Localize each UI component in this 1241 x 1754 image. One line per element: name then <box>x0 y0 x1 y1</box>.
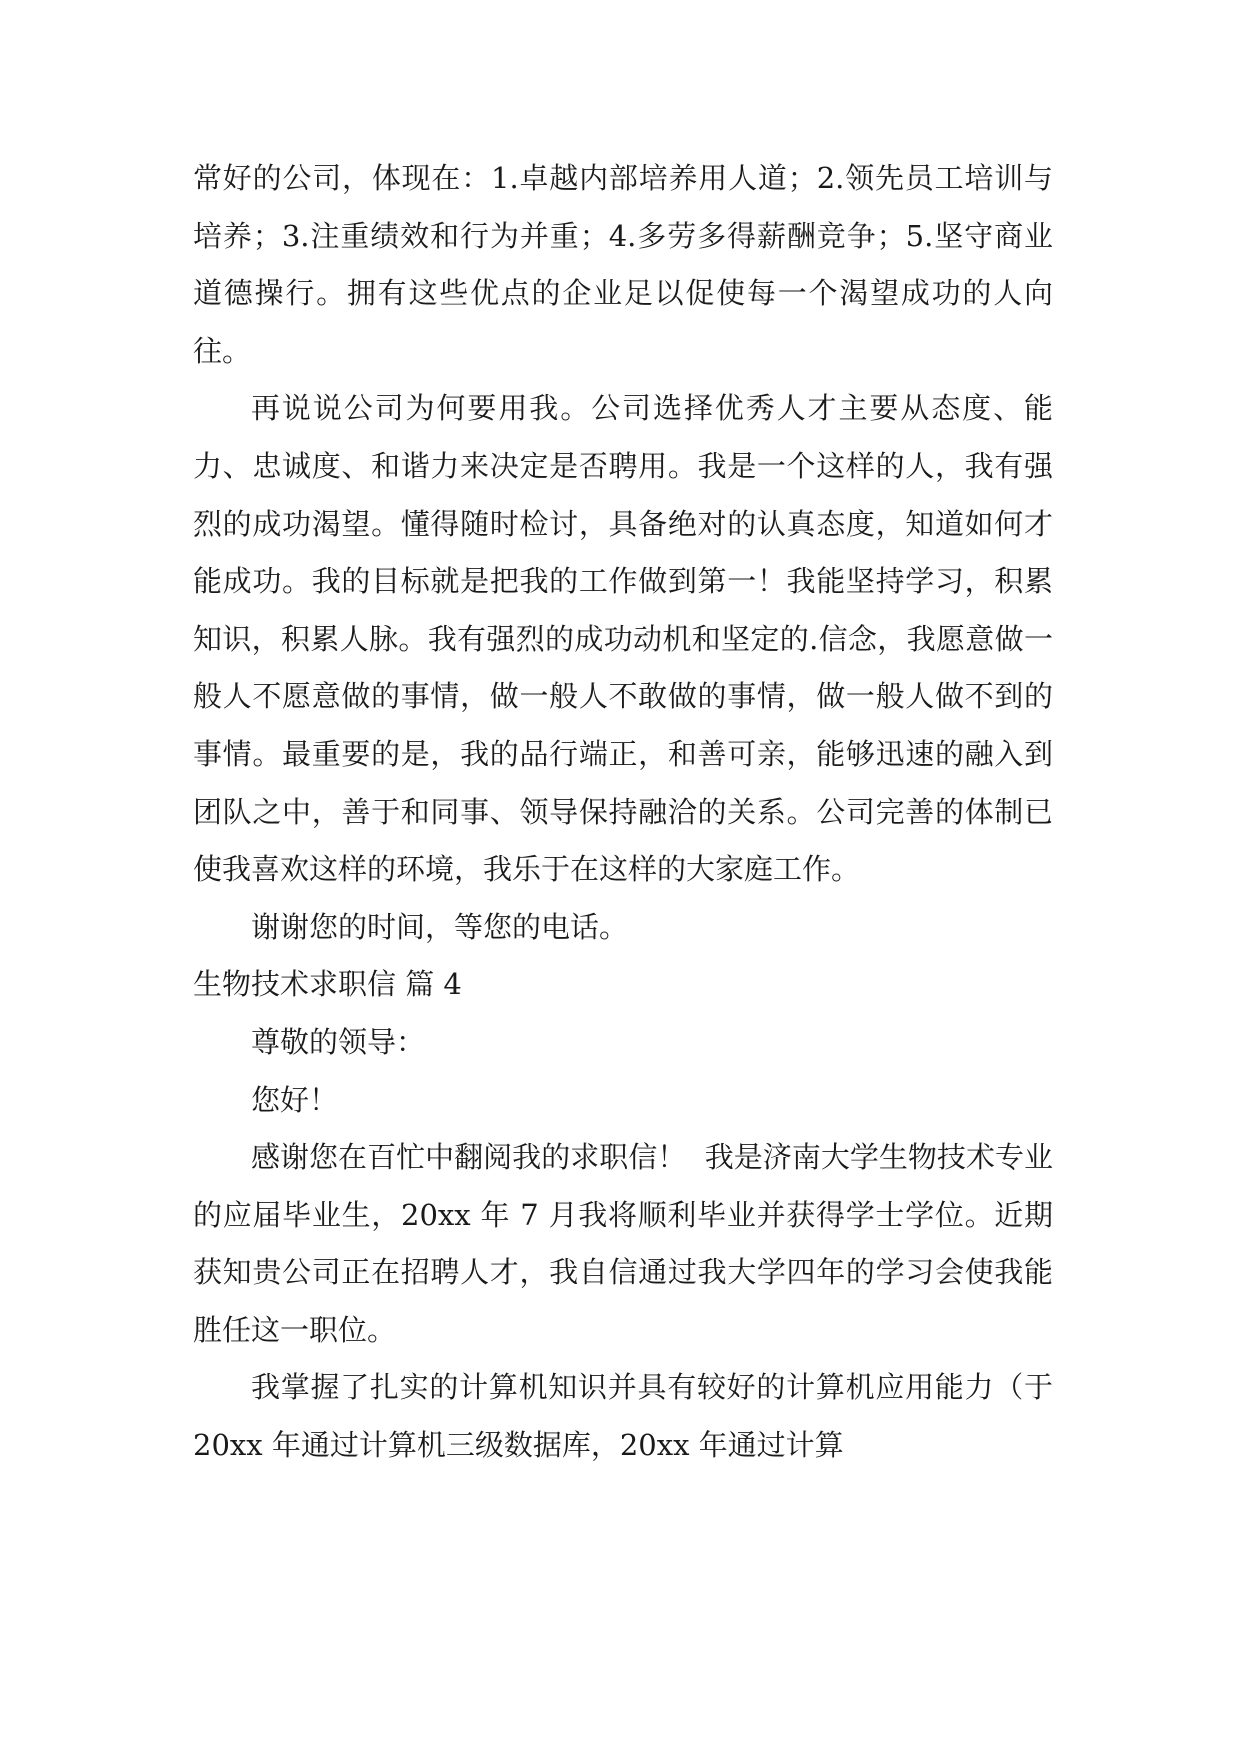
paragraph-computer-skills: 我掌握了扎实的计算机知识并具有较好的计算机应用能力（于 20xx 年通过计算机三级数据库，20xx 年通过计算 <box>193 1370 1063 1463</box>
paragraph-introduction: 感谢您在百忙中翻阅我的求职信！ 我是济南大学生物技术专业的应届毕业生，20xx 年 7 月我将顺利毕业并获得学士学位。近期获知贵公司正在招聘人才，我自信通过我大学四年的学习会使我能胜任这一职位。 <box>193 1140 1053 1347</box>
document-body <box>193 150 1063 1475</box>
paragraph-company-strengths: 常好的公司，体现在：1.卓越内部培养用人道；2.领先员工培训与培养；3.注重绩效和行为并重；4.多劳多得薪酬竞争；5.坚守商业道德操行。拥有这些优点的企业足以促使每一个渴望成功的人向往。 <box>193 161 1053 368</box>
paragraph-greeting: 您好！ <box>251 1082 339 1117</box>
paragraph-salutation: 尊敬的领导： <box>251 1024 426 1059</box>
section-heading: 生物技术求职信 篇 4 <box>193 967 462 1002</box>
paragraph-why-hire-me: 再说说公司为何要用我。公司选择优秀人才主要从态度、能力、忠诚度、和谐力来决定是否聘用。我是一个这样的人，我有强烈的成功渴望。懂得随时检讨，具备绝对的认真态度，知道如何才能成功。我的目标就是把我的工作做到第一！我能坚持学习，积累知识，积累人脉。我有强烈的成功动机和坚定的.信念，我愿意做一般人不愿意做的事情，做一般人不敢做的事情，做一般人做不到的事情。最重要的是，我的品行端正，和善可亲，能够迅速的融入到团队之中，善于和同事、领导保持融洽的关系。公司完善的体制已使我喜欢这样的环境，我乐于在这样的大家庭工作。 <box>193 391 1053 887</box>
paragraph-thanks: 谢谢您的时间，等您的电话。 <box>251 909 629 944</box>
